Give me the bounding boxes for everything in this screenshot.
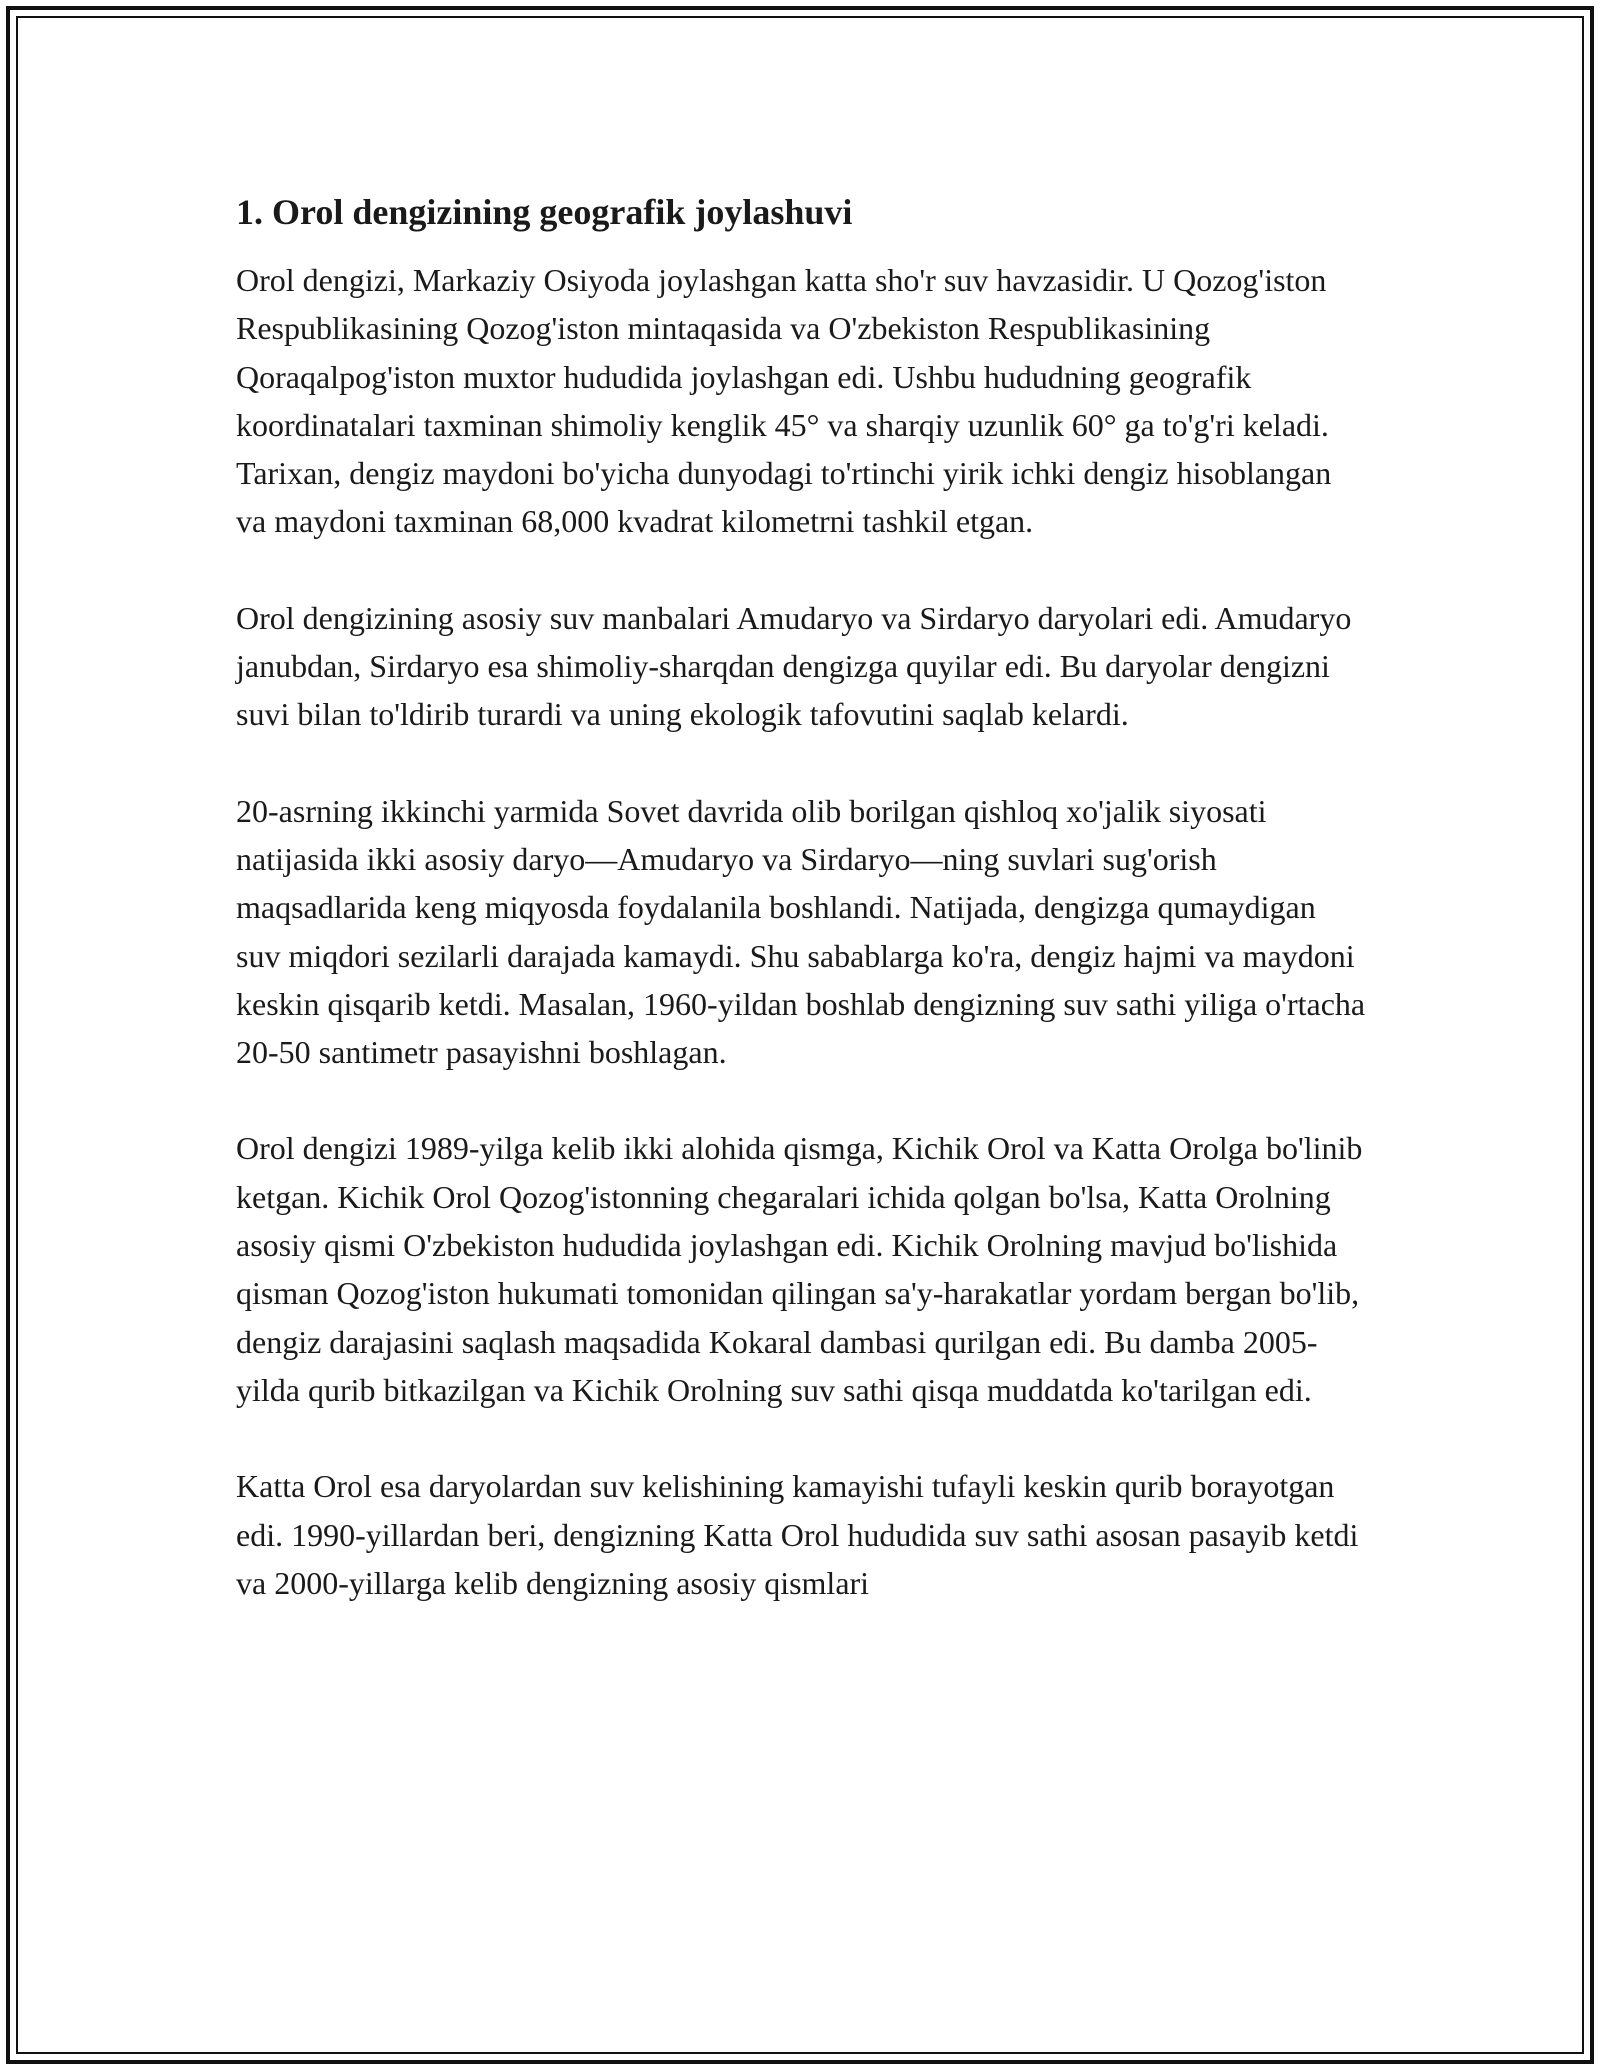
section-title: 1. Orol dengizining geografik joylashuvi <box>236 192 853 232</box>
paragraph-location: Orol dengizi, Markaziy Osiyoda joylashgan katta sho'r suv havzasidir. U Qozog'iston Respublikasining Qozog'iston mintaqasida va O'zbekiston Respublikasining Qoraqalpog'iston muxtor hududida joylashgan edi. Ushbu hududning geografik koordinatalari taxminan shimoliy kenglik 45° va sharqiy uzunlik 60° ga to'g'ri keladi. Tarixan, dengiz maydoni bo'yicha dunyodagi to'rtinchi yirik ichki dengiz hisoblangan va maydoni taxminan 68,000 kvadrat kilometrni tashkil etgan. <box>236 262 1332 540</box>
document-body <box>236 188 1368 1655</box>
paragraph-sea-split: Orol dengizi 1989-yilga kelib ikki alohida qismga, Kichik Orol va Katta Orolga bo'linib ketgan. Kichik Orol Qozog'istonning chegaralari ichida qolgan bo'lsa, Katta Orolning asosiy qismi O'zbekiston hududida joylashgan edi. Kichik Orolning mavjud bo'lishida qisman Qozog'iston hukumati tomonidan qilingan sa'y-harakatlar yordam bergan bo'lib, dengiz darajasini saqlash maqsadida Kokaral dambasi qurilgan edi. Bu damba 2005-yilda qurib bitkazilgan va Kichik Orolning suv sathi qisqa muddatda ko'tarilgan edi. <box>236 1130 1363 1408</box>
paragraph-water-sources: Orol dengizining asosiy suv manbalari Amudaryo va Sirdaryo daryolari edi. Amudaryo janubdan, Sirdaryo esa shimoliy-sharqdan dengizga quyilar edi. Bu daryolar dengizni suvi bilan to'ldirib turardi va uning ekologik tafovutini saqlab kelardi. <box>236 599 1352 733</box>
paragraph-large-aral: Katta Orol esa daryolardan suv kelishining kamayishi tufayli keskin qurib borayotgan edi. 1990-yillardan beri, dengizning Katta Orol hududida suv sathi asosan pasayib ketdi va 2000-yillarga kelib dengizning asosiy qismlari <box>236 1468 1359 1601</box>
paragraph-soviet-irrigation: 20-asrning ikkinchi yarmida Sovet davrida olib borilgan qishloq xo'jalik siyosati natijasida ikki asosiy daryo—Amudaryo va Sirdaryo—ning suvlari sug'orish maqsadlarida keng miqyosda foydalanila boshlandi. Natijada, dengizga qumaydigan suv miqdori sezilarli darajada kamaydi. Shu sabablarga ko'ra, dengiz hajmi va maydoni keskin qisqarib ketdi. Masalan, 1960-yildan boshlab dengizning suv sathi yiliga o'rtacha 20-50 santimetr pasayishni boshlagan. <box>236 792 1366 1071</box>
